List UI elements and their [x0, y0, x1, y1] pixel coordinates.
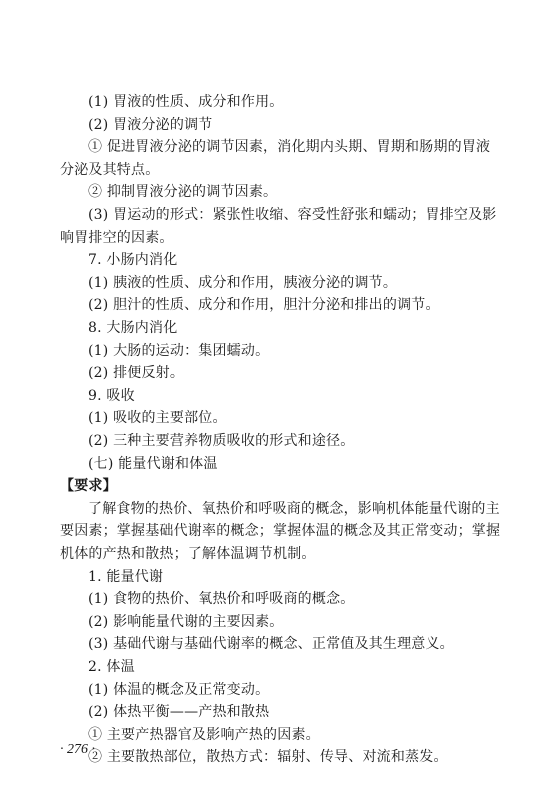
- text-line: (1) 胃液的性质、成分和作用。: [88, 94, 284, 110]
- text-line: (七) 能量代谢和体温: [88, 455, 218, 472]
- text-line: ① 主要产热器官及影响产热的因素。: [88, 726, 320, 743]
- text-line: (1) 食物的热价、氧热价和呼吸商的概念。: [88, 591, 355, 608]
- text-line: 要因素；掌握基础代谢率的概念；掌握体温的概念及其正常变动；掌握: [60, 523, 501, 540]
- text-line: 机体的产热和散热；了解体温调节机制。: [60, 546, 316, 562]
- text-line: 了解食物的热价、氧热价和呼吸商的概念，影响机体能量代谢的主: [88, 500, 500, 517]
- text-line: 8. 大肠内消化: [88, 320, 178, 336]
- section-heading: 【要求】: [60, 478, 117, 495]
- text-line: 响胃排空的因素。: [60, 229, 174, 246]
- text-line: (2) 胆汁的性质、成分和作用，胆汁分泌和排出的调节。: [88, 297, 440, 314]
- text-line: (1) 胰液的性质、成分和作用，胰液分泌的调节。: [88, 274, 398, 291]
- text-line: ① 促进胃液分泌的调节因素，消化期内头期、胃期和肠期的胃液: [88, 139, 491, 156]
- text-line: (3) 基础代谢与基础代谢率的概念、正常值及其生理意义。: [88, 636, 454, 653]
- text-line: (2) 胃液分泌的调节: [88, 116, 213, 133]
- text-line: (2) 三种主要营养物质吸收的形式和途径。: [88, 433, 355, 449]
- text-line: 2. 体温: [88, 659, 135, 675]
- text-line: (2) 体热平衡——产热和散热: [88, 704, 270, 721]
- text-line: (1) 吸收的主要部位。: [88, 410, 227, 427]
- text-line: (3) 胃运动的形式：紧张性收缩、容受性舒张和蠕动；胃排空及影: [88, 207, 497, 223]
- text-line: (1) 体温的概念及正常变动。: [88, 681, 270, 698]
- text-line: (1) 大肠的运动：集团蠕动。: [88, 342, 270, 359]
- text-line: (2) 影响能量代谢的主要因素。: [88, 613, 284, 630]
- text-line: (2) 排便反射。: [88, 365, 185, 382]
- text-line: 9. 吸收: [88, 387, 135, 404]
- text-line: 7. 小肠内消化: [88, 252, 178, 269]
- text-line: ② 抑制胃液分泌的调节因素。: [88, 184, 278, 201]
- text-line: ② 主要散热部位，散热方式：辐射、传导、对流和蒸发。: [88, 749, 448, 766]
- text-line: 1. 能量代谢: [88, 568, 164, 585]
- text-line: 分泌及其特点。: [60, 161, 160, 178]
- page-number: · 276 ·: [60, 742, 95, 757]
